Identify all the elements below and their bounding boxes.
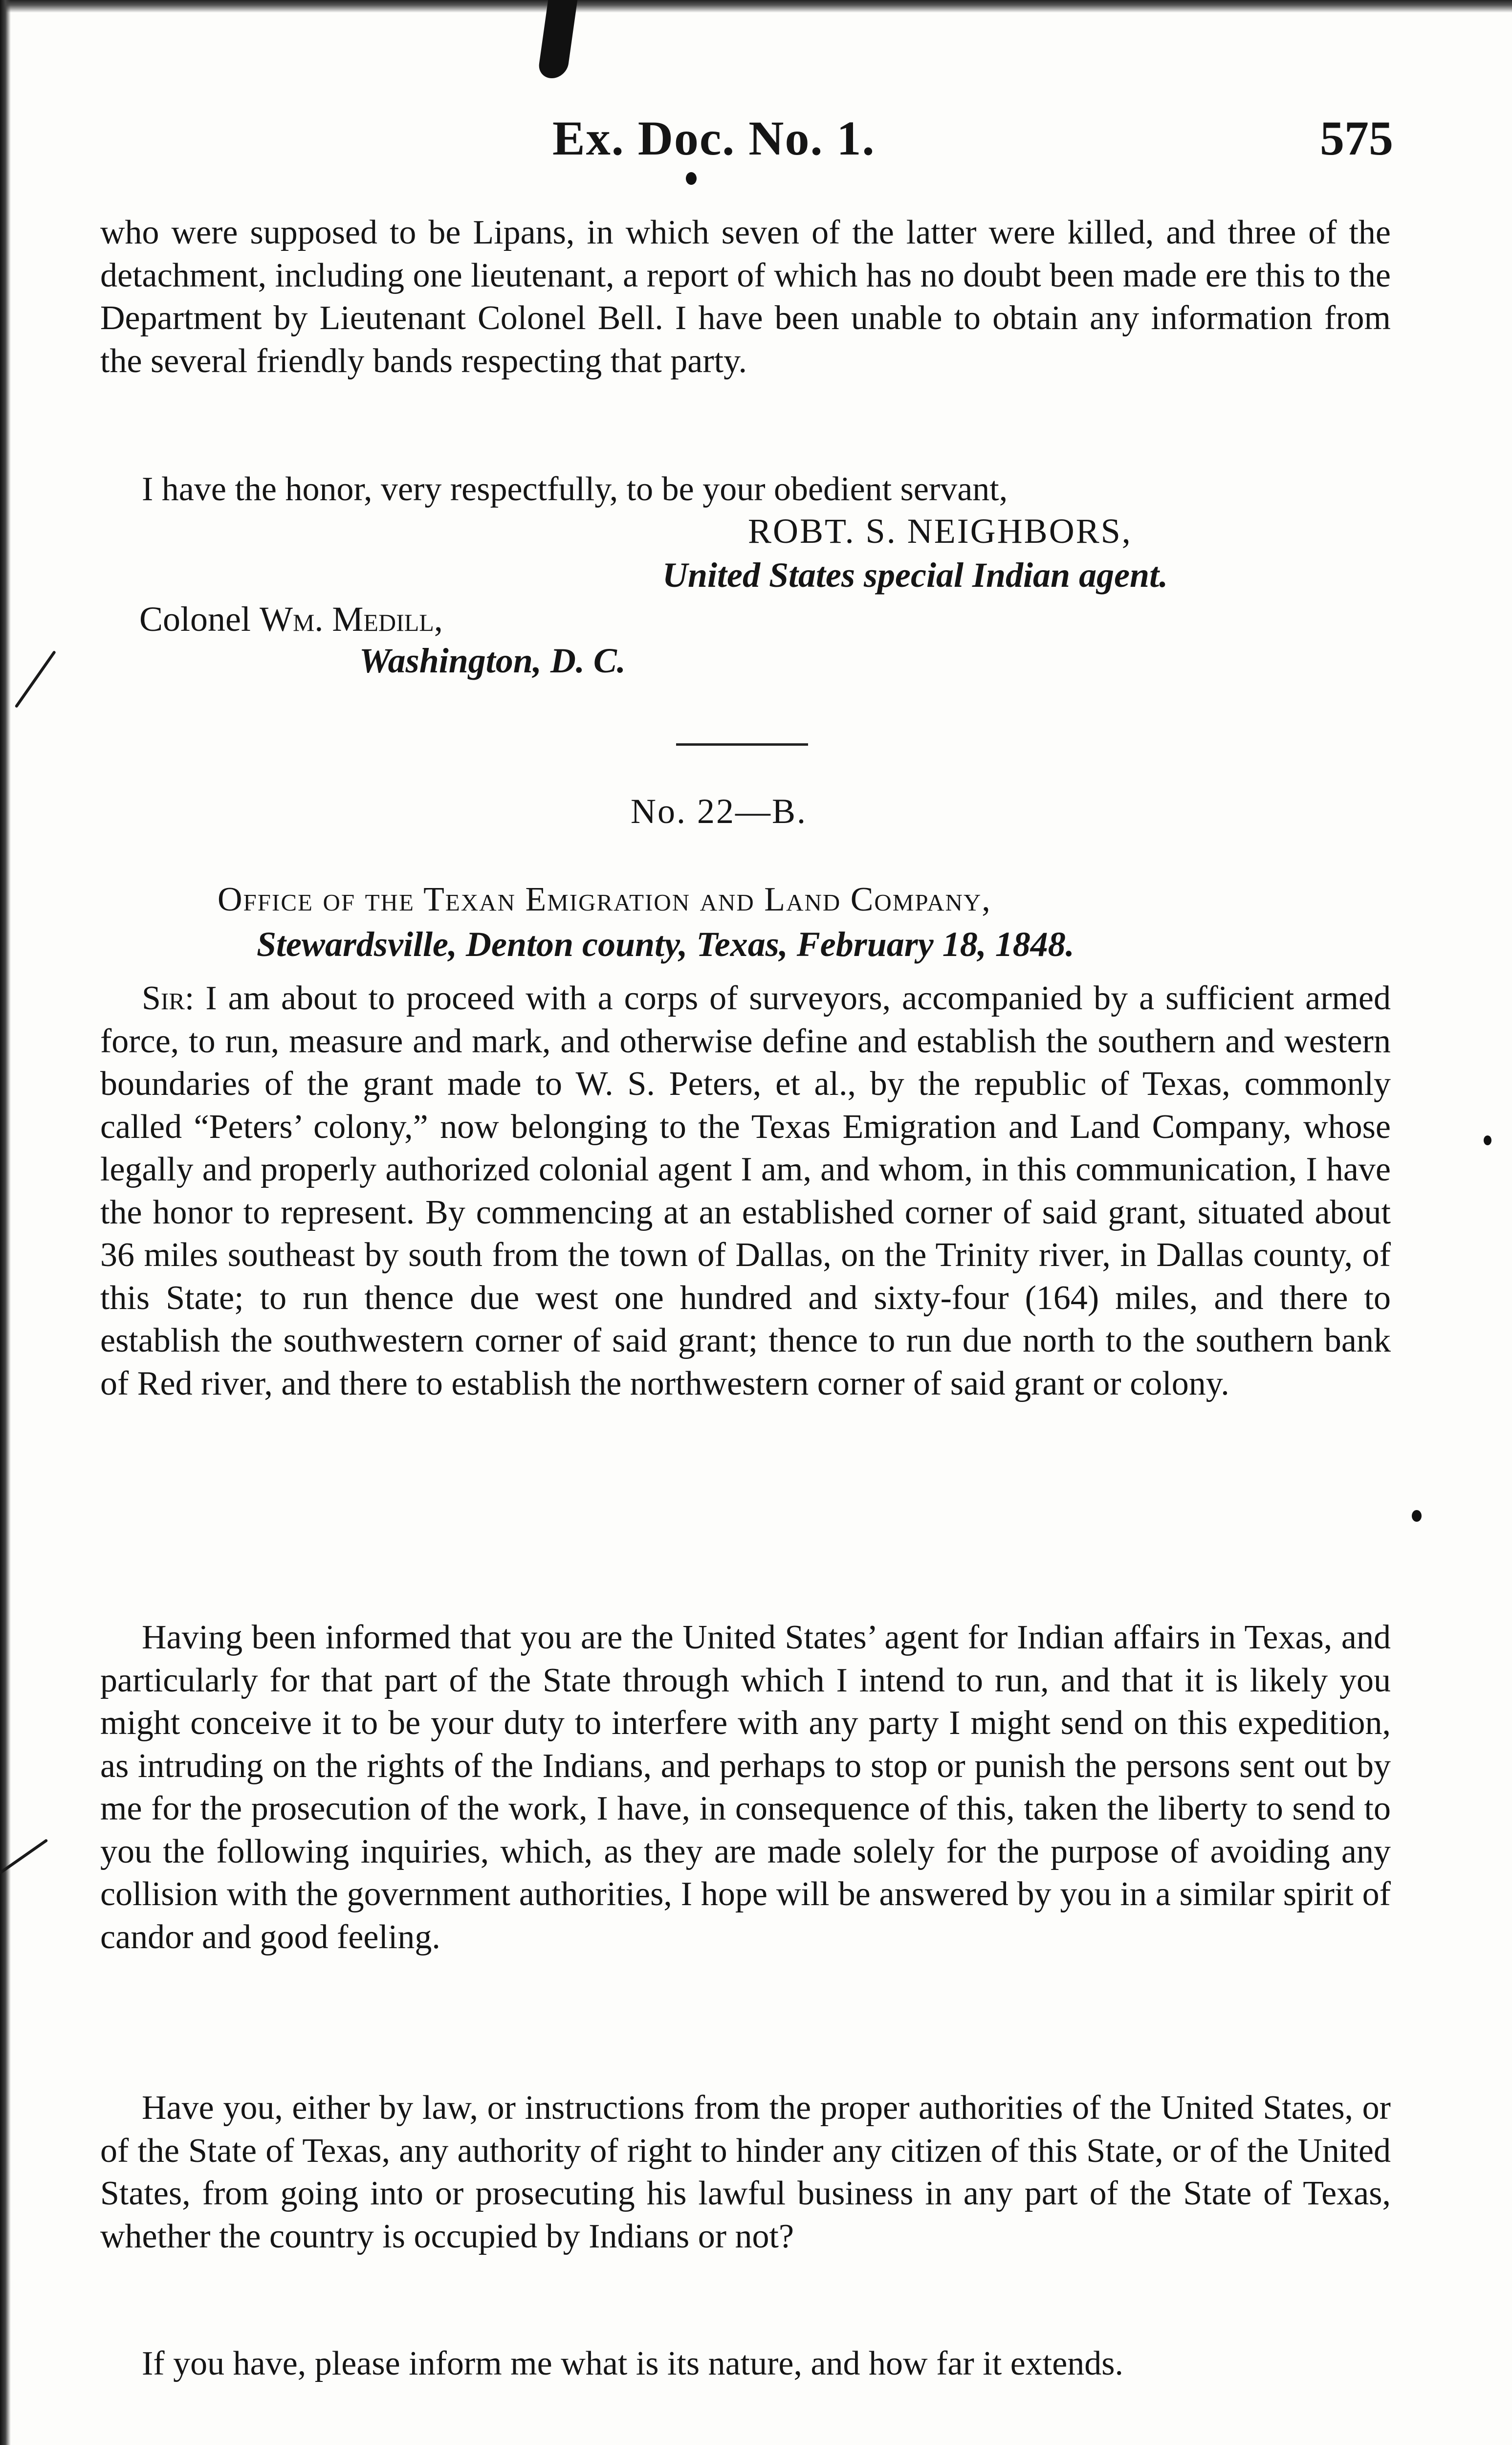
running-header <box>108 110 1393 174</box>
signature-title: United States special Indian agent. <box>662 556 1168 595</box>
scan-edge-top <box>0 0 1512 13</box>
body-paragraph: Have you, either by law, or instructions from the proper authorities of the United States, or of the State of Texas, any authority of right to hinder any citizen of this State, or of the United States, from going into or prosecuting his lawful business in any part of the State of Texas, whether the country is occupied by Indians or not? <box>100 2089 1391 2255</box>
margin-pencil-mark <box>15 650 56 708</box>
body-paragraph: Having been informed that you are the United States’ agent for Indian affairs in Texas, and particularly for that part of the State through which I intend to run, and that it is likely you might conceive it to be your duty to interfere with any party I might send on this expedition, as intruding on the rights of the Indians, and perhaps to stop or punish the persons sent out by me for the prosecution of the work, I have, in consequence of this, taken the liberty to send to you the following inquiries, which, as they are made solely for the purpose of avoiding any collision with the government authorities, I hope will be answered by you in a similar spirit of candor and good feeling. <box>100 1619 1391 1956</box>
addressee-name: Wm. Medill, <box>260 600 443 639</box>
dateline: Stewardsville, Denton county, Texas, February 18, 1848. <box>257 925 1074 964</box>
ink-spot <box>1484 1135 1491 1145</box>
ink-spot <box>686 172 697 185</box>
section-divider <box>676 743 808 746</box>
signature-name: ROBT. S. NEIGHBORS, <box>748 511 1132 551</box>
body-paragraph <box>100 977 1391 1405</box>
page-number: 575 <box>1320 111 1393 165</box>
addressee-place: Washington, D. C. <box>359 641 626 680</box>
addressee <box>139 599 443 640</box>
office-heading: Office of the Texan Emigration and Land Company, <box>218 881 991 918</box>
paragraph-text: I am about to proceed with a corps of surveyors, accompanied by a sufficient armed force, to run, measure and mark, and otherwise define and establish the southern and western boundaries of the grant made to W. S. Peters, et al., by the republic of Texas, commonly called “Peters’ colony,” now belonging to the Texas Emigration and Land Company, whose legally and properly authorized colonial agent I am, and whom, in this communication, I have the honor to represent. By commencing at an established corner of said grant, situated about 36 miles southeast by south from the town of Dallas, on the Trinity river, in Dallas county, of this State; to run thence due west one hundred and sixty-four (164) miles, and there to establish the southwestern corner of said grant; thence to run due north to the southern bank of Red river, and there to establish the northwestern corner of said grant or colony. <box>100 979 1391 1402</box>
ink-spot <box>1412 1510 1422 1522</box>
salutation: Sir: <box>142 979 195 1017</box>
addressee-prefix: Colonel <box>139 600 260 639</box>
letter-continuation-paragraph: who were supposed to be Lipans, in which seven of the latter were killed, and three of the detachment, including one lieutenant, a report of which has no doubt been made ere this to the Department by Lieutenant Colonel Bell. I have been unable to obtain any information from the several friendly bands respecting that party. <box>100 214 1391 380</box>
document-number: No. 22—B. <box>631 792 808 831</box>
scan-edge-left <box>0 0 11 2445</box>
body-paragraph: If you have, please inform me what is its nature, and how far it extends. <box>142 2345 1124 2382</box>
document-title: Ex. Doc. No. 1. <box>552 111 876 165</box>
letter-closing: I have the honor, very respectfully, to be your obedient servant, <box>142 470 1008 508</box>
